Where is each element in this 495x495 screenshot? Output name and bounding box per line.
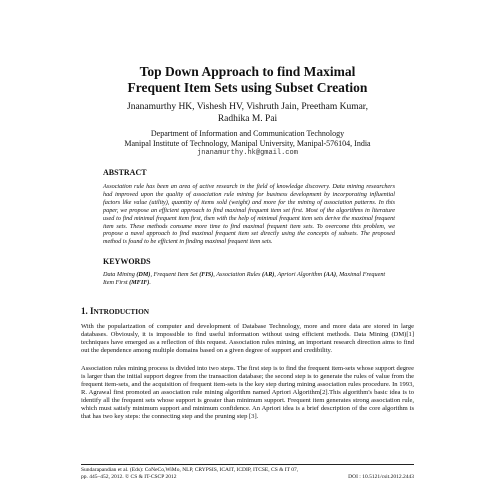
keyword-abbreviation: (DM) (136, 271, 151, 278)
keywords-heading: KEYWORDS (103, 257, 151, 266)
authors-line-1: Jnanamurthy HK, Vishesh HV, Vishruth Jain, Preetham Kumar, (127, 102, 368, 112)
title-line-2: Frequent Item Sets using Subset Creation (127, 80, 368, 95)
footer-citation: Sundarapandian et al. (Eds): CoNeCo,WiMo, NLP, CRYPSIS, ICAIT, ICDIP, ITCSE, CS & IT 07, (81, 467, 299, 473)
keyword-separator: , (274, 271, 278, 278)
keyword-term: Apriori Algorithm (277, 271, 324, 278)
abstract-body: Association rule has been an area of active research in the field of knowledge discovery. Data mining researchers had improved upon the quality of association rule mining for business development by incorporating influential factors like value (utility), quantity of items sold (weight) and more for the mining of association patterns. In this paper, we propose an efficient approach to find maximal frequent item set first. Most of the algorithms in literature used to find minimal frequent item first, then with the help of minimal frequent item sets derive the maximal frequent item sets. These methods consume more time to find maximal frequent item sets. To overcome this problem, we propose a navel approach to find maximal frequent item set directly using the concepts of subsets. The proposed method is found to be efficient in finding maximal frequent item sets. (103, 183, 395, 246)
footer-doi[interactable]: DOI : 10.5121/csit.2012.2443 (348, 474, 414, 480)
keyword-term: Frequent Item Set (153, 271, 200, 278)
author-email[interactable]: jnanamurthy.hk@gmail.com (197, 149, 298, 157)
keyword-separator: , (213, 271, 217, 278)
keyword-abbreviation: (AR) (262, 271, 275, 278)
authors-line-2: Radhika M. Pai (217, 114, 278, 124)
footer-pages: pp. 445–452, 2012. © CS & IT-CSCP 2012 (81, 474, 177, 480)
paper-title (40, 64, 455, 96)
intro-paragraph-1: With the popularization of computer and development of Database Technology, more and more data are stored in large databases. Obviously, it is impossible to find useful information without using efficient methods. Data Mining (DM)[1] techniques have emerged as a reflection of this request. Association rules mining, an important research direction aims to find out the dependence among multiple domains based on a given degree of support and credibility. (81, 323, 414, 354)
keyword-separator: , (150, 271, 154, 278)
keyword-abbreviation: (FIS) (199, 271, 214, 278)
affiliation-line-2: Manipal Institute of Technology, Manipal University, Manipal-576104, India (124, 139, 371, 148)
footer-line-2 (81, 474, 414, 481)
section-title-initial: I (90, 306, 94, 316)
section-number: 1. (81, 306, 88, 316)
keyword-term: Maximal Frequent Item First (103, 271, 386, 287)
authors (70, 101, 425, 125)
section-title-rest: NTRODUCTION (93, 307, 150, 316)
keywords-list (103, 271, 395, 288)
affiliation-line-1: Department of Information and Communication Technology (150, 129, 345, 138)
keyword-term: Association Rules (216, 271, 262, 278)
keyword-term: Data Mining (103, 271, 137, 278)
intro-paragraph-2: Association rules mining process is divided into two steps. The first step is to find the frequent item-sets whose support degree is larger than the initial support degree from the transaction database; the second step is to generate the rules of value from the frequent item-sets, and the acquisition of frequent item-sets is the key step during mining association rules procedure. In 1993, R. Agrawal first promoted an association rule mining algorithm named Apriori Algorithm[2].This algorithm's basic idea is to identify all the frequent sets whose support is greater than minimum support. Frequent item generates strong association rule, which must satisfy minimum support and minimum confidence. An Apriori idea is a brief description of the core algorithm is that has two key steps: the connecting step and the pruning step [3]. (81, 365, 414, 420)
title-line-1: Top Down Approach to find Maximal (139, 64, 356, 79)
keyword-separator: , (336, 271, 340, 278)
footer-divider (81, 464, 414, 465)
affiliation (55, 129, 440, 158)
keyword-separator: . (149, 279, 151, 287)
abstract-heading: ABSTRACT (103, 168, 147, 177)
keyword-abbreviation: (MFIF) (129, 279, 150, 287)
section-heading-introduction (81, 306, 149, 316)
keyword-abbreviation: (AA) (323, 271, 337, 278)
